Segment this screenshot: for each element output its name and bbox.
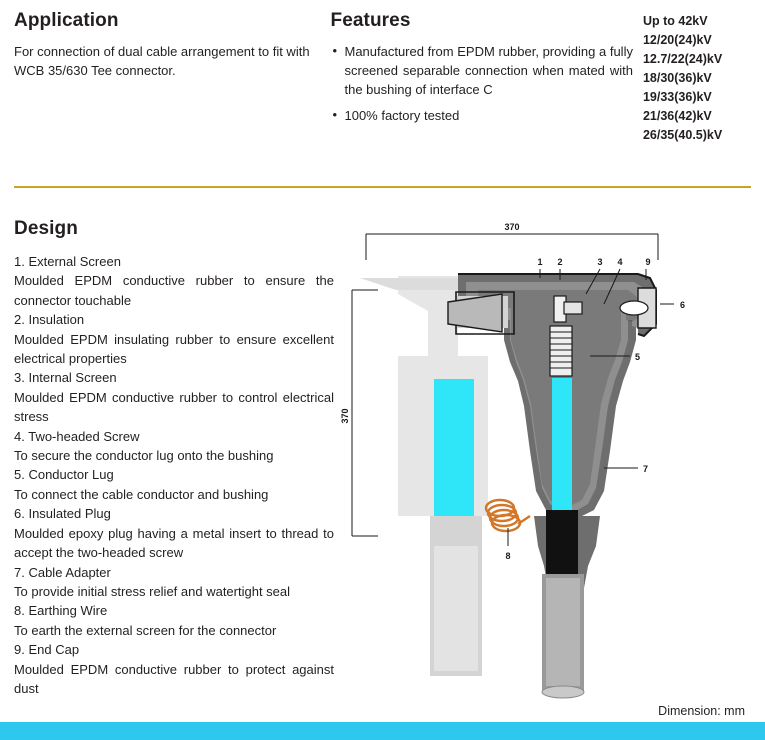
callout-8: 8 (505, 551, 511, 561)
design-section (14, 218, 334, 698)
voltage-rating-value: 21/36(42)kV (642, 109, 712, 123)
dimension-note: Dimension: mm (658, 704, 745, 718)
earthing-wire-coil (486, 500, 530, 531)
bottom-color-bar (0, 722, 765, 740)
callout-1: 1 (537, 257, 543, 267)
design-title: Design (14, 218, 78, 239)
application-text: For connection of dual cable arrangement to fit with WCB 35/630 Tee connector. (14, 44, 310, 78)
voltage-rating-value: 12.7/22(24)kV (642, 52, 723, 66)
dimension-top-label: 370 (504, 222, 520, 232)
voltage-rating-value: 19/33(36)kV (642, 90, 712, 104)
design-item-label: 7. Cable Adapter (14, 564, 111, 580)
callout-4: 4 (617, 257, 623, 267)
voltage-rating-value: 18/30(36)kV (642, 71, 712, 85)
design-item-desc: Moulded epoxy plug having a metal insert to thread to accept the two-headed screw (14, 525, 334, 561)
design-item-label: 5. Conductor Lug (14, 467, 114, 483)
voltage-rating-value: 12/20(24)kV (642, 33, 712, 47)
ghost-assembly (358, 276, 488, 676)
design-item-label: 9. End Cap (14, 642, 80, 658)
callout-6: 6 (680, 300, 686, 310)
features-title: Features (330, 10, 411, 31)
callout-3: 3 (597, 257, 603, 267)
callout-7: 7 (643, 464, 649, 474)
callout-9: 9 (645, 257, 651, 267)
voltage-ratings-column (643, 10, 751, 178)
design-item-label: 1. External Screen (14, 254, 121, 269)
design-item-desc: To provide initial stress relief and watertight seal (14, 583, 291, 599)
features-column (330, 10, 642, 178)
section-divider (14, 186, 751, 188)
design-item-label: 8. Earthing Wire (14, 603, 108, 619)
callout-5: 5 (635, 352, 641, 362)
feature-item: • Manufactured from EPDM rubber, providing a fully screened separable connection when mated with the bushing of interface C (330, 42, 632, 99)
feature-item: • 100% factory tested (330, 106, 632, 125)
design-item-desc: Moulded EPDM conductive rubber to control electrical stress (14, 389, 334, 425)
product-cross-section-figure (338, 216, 758, 706)
design-item-label: 2. Insulation (14, 312, 85, 328)
design-list (14, 252, 334, 698)
application-column (14, 10, 330, 178)
voltage-rating-heading: Up to 42kV (642, 14, 708, 28)
dimension-left-label: 370 (340, 408, 350, 424)
design-item-desc: To secure the conductor lug onto the bushing (14, 448, 274, 464)
features-list (330, 42, 632, 125)
design-item-desc: Moulded EPDM conductive rubber to ensure the connector touchable (14, 273, 334, 308)
design-item-desc: Moulded EPDM insulating rubber to ensure excellent electrical properties (14, 331, 334, 367)
voltage-rating-value: 26/35(40.5)kV (642, 128, 723, 142)
design-item-label: 3. Internal Screen (14, 370, 117, 386)
application-title: Application (14, 10, 119, 31)
callout-2: 2 (557, 257, 563, 267)
design-item-desc: To connect the cable conductor and bushing (14, 486, 269, 502)
design-item-label: 4. Two-headed Screw (14, 428, 140, 444)
design-item-label: 6. Insulated Plug (14, 506, 111, 522)
top-section (0, 0, 765, 178)
design-item-desc: To earth the external screen for the connector (14, 622, 277, 638)
voltage-ratings-list (643, 10, 751, 145)
design-item-desc: Moulded EPDM conductive rubber to protect against dust (14, 661, 334, 696)
